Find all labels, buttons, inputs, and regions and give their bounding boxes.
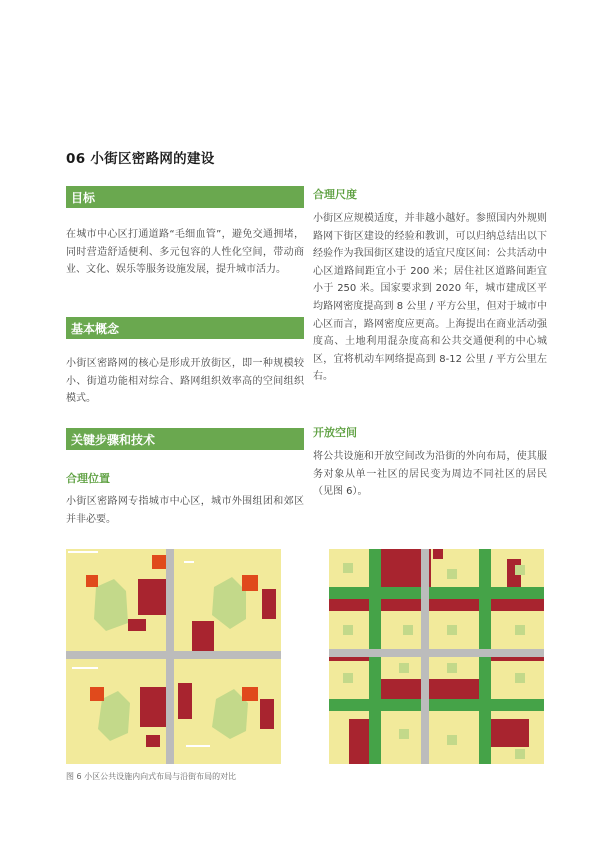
inner-facility — [178, 683, 192, 719]
open-space-marker — [447, 735, 457, 745]
location-heading: 合理位置 — [66, 472, 110, 485]
scale-text: 小街区应规模适度，并非越小越好。参照国内外规则路网下街区建设的经验和教训，可以归纳总结出以下经验作为我国街区建设的适宜尺度区间：公共活动中心区道路间距宜小于 200 米；居住社区道路间距宜小于 250 米。国家要求到 2020 年，城市建成区平均路网密度提高到 8 公里 / 平方公里，但对于城市中心区而言，路网密度应更高。上海提出在商业活动强度高、土地利用混杂度高和公共交通便利的中心城区，宜将机动车网络提高到 8-12 公里 / 平方公里左右。 — [313, 213, 547, 383]
goal-heading: 目标 — [71, 191, 96, 205]
inner-facility-small — [242, 687, 258, 701]
concept-text: 小街区密路网的核心是形成开放街区，即一种规模较小、街道功能相对综合、路网组织效率高的空间组织模式。 — [66, 358, 304, 405]
street-facility — [329, 599, 369, 611]
concept-heading: 基本概念 — [71, 322, 120, 336]
inner-facility-small — [90, 687, 104, 701]
street-facility — [433, 549, 443, 559]
goal-heading-bar — [66, 186, 304, 208]
page-title: 06 小街区密路网的建设 — [66, 151, 215, 167]
block-edge — [186, 745, 210, 747]
location-text: 小街区密路网专指城市中心区，城市外围组团和郊区并非必要。 — [66, 496, 304, 525]
street-horizontal — [66, 651, 281, 659]
figure-caption: 图 6 小区公共设施内向式布局与沿街布局的对比 — [66, 772, 237, 781]
open-space-marker — [515, 673, 525, 683]
inner-facility — [146, 735, 160, 747]
inner-facility — [262, 589, 276, 619]
street-facility — [381, 679, 479, 699]
street-facing-layout-diagram — [329, 549, 544, 764]
open-space-marker — [515, 565, 525, 575]
concept-heading-bar — [66, 317, 304, 339]
open-space-marker — [447, 569, 457, 579]
block-edge — [184, 561, 194, 563]
inner-facility — [138, 579, 166, 615]
scale-heading: 合理尺度 — [313, 188, 357, 201]
inner-facility — [192, 621, 214, 651]
open-space-marker — [399, 663, 409, 673]
open-space-marker — [515, 749, 525, 759]
open-space-marker — [447, 663, 457, 673]
inward-layout-diagram — [66, 549, 281, 764]
street-facility — [491, 719, 529, 747]
inner-facility-small — [152, 555, 166, 569]
street-facility — [381, 599, 479, 611]
open-space-marker — [447, 625, 457, 635]
open-space-text: 将公共设施和开放空间改为沿街的外向布局，使其服务对象从单一社区的居民变为周边不同社区的居民（见图 6）。 — [313, 451, 547, 498]
street-facility — [491, 599, 544, 611]
inner-facility — [140, 687, 166, 727]
open-space-heading: 开放空间 — [313, 426, 357, 439]
steps-heading-bar — [66, 428, 304, 450]
street-horizontal — [329, 649, 544, 657]
open-space-marker — [343, 563, 353, 573]
open-space-marker — [399, 729, 409, 739]
street-green-frontage — [329, 587, 544, 599]
goal-text: 在城市中心区打通道路“毛细血管”，避免交通拥堵，同时营造舒适便利、多元包容的人性化空间，带动商业、文化、娱乐等服务设施发展，提升城市活力。 — [66, 229, 304, 276]
steps-heading: 关键步骤和技术 — [71, 433, 156, 447]
street-facility — [349, 719, 369, 764]
inner-facility-small — [86, 575, 98, 587]
block-edge — [68, 551, 98, 553]
block-edge — [72, 667, 98, 669]
open-space-marker — [403, 625, 413, 635]
open-space-marker — [515, 625, 525, 635]
open-space-marker — [343, 673, 353, 683]
inner-facility-small — [242, 575, 258, 591]
open-space-marker — [343, 625, 353, 635]
inner-facility — [128, 619, 146, 631]
street-green-frontage — [329, 699, 544, 711]
inner-facility — [260, 699, 274, 729]
